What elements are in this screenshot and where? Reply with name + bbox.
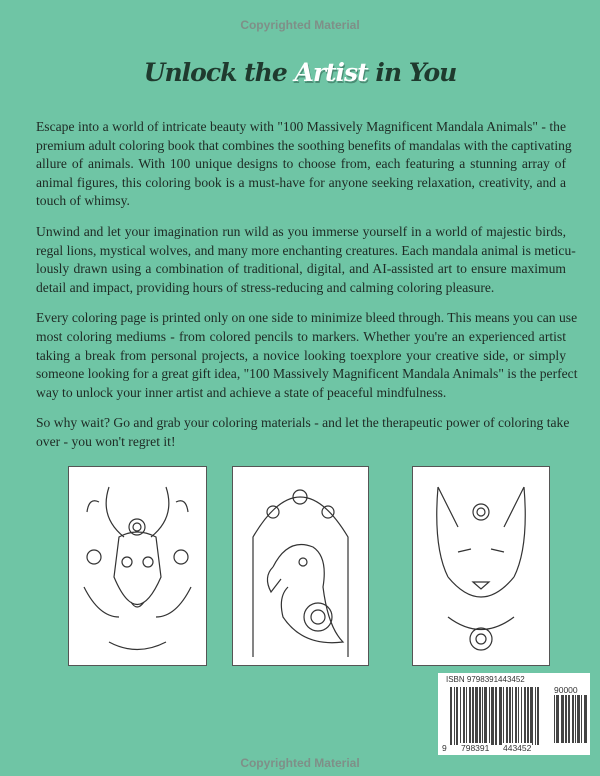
blurb-line: Escape into a world of intricate beauty with "100 Massively Magnificent Mandala Animals" - the — [36, 119, 566, 134]
barcode-bar — [463, 687, 465, 745]
blurb-line: touch of whimsy. — [36, 193, 130, 209]
barcode-bar — [472, 687, 474, 745]
blurb-line: way to unlock your inner artist and achieve a state of peaceful mindfulness. — [36, 384, 447, 400]
blurb-line: Unwind and let your imagination run wild as you immerse yourself in a world of majestic birds, — [36, 223, 566, 239]
barcode-bar — [565, 695, 567, 743]
barcode-bar — [556, 695, 559, 743]
barcode-bar — [527, 687, 529, 745]
barcode-digit-group2: 443452 — [503, 743, 532, 753]
barcode-bar — [518, 687, 519, 745]
isbn-label: ISBN 9798391443452 — [446, 675, 525, 684]
barcode-bar — [581, 695, 582, 743]
price-code: 90000 — [554, 685, 578, 695]
barcode-bar — [575, 695, 576, 743]
barcode-bar — [535, 687, 536, 745]
barcode-bar — [509, 687, 511, 745]
headline-part: in You — [367, 58, 457, 87]
barcode-bar — [482, 687, 483, 745]
barcode-bar — [479, 687, 481, 745]
barcode-bar — [491, 687, 494, 745]
barcode-bar — [503, 687, 504, 745]
barcode-bar — [456, 687, 458, 745]
barcode-bar — [524, 687, 526, 745]
barcode-bar — [584, 695, 587, 743]
blurb-line: taking a break from personal projects, a novice looking toexplore your creative side, or simply — [36, 347, 566, 363]
blurb-line: lously drawn using a combination of traditional, digital, and AI-assisted art to ensure maximum — [36, 261, 566, 277]
isbn-barcode — [438, 673, 590, 755]
deer-mandala-illustration — [68, 466, 207, 666]
barcode-digit-group1: 798391 — [461, 743, 490, 753]
barcode-bar — [454, 687, 455, 745]
blurb-line: over - you won't regret it! — [36, 433, 176, 449]
barcode-bar — [554, 695, 555, 743]
blurb-line: detail and impact, providing hours of stress-reducing and calming coloring pleasure. — [36, 279, 495, 295]
blurb-line: animal figures, this coloring book is a must-have for anyone seeking relaxation, creativity, and a — [36, 174, 566, 190]
barcode-bar — [450, 687, 452, 745]
barcode-bar — [499, 687, 502, 745]
cover-headline — [0, 58, 600, 87]
blurb-line: someone looking for a great gift idea, "100 Massively Magnificent Mandala Animals" is the perfect — [36, 366, 578, 382]
barcode-bar — [530, 687, 533, 745]
barcode-bar — [521, 687, 522, 745]
blurb-paragraph — [36, 223, 576, 297]
blurb-line: allure of animals. With 100 unique designs to choose from, each featuring a stunning array of — [36, 156, 566, 172]
barcode-bar — [561, 695, 564, 743]
eagle-mandala-illustration — [232, 466, 369, 666]
copyright-watermark-bottom: Copyrighted Material — [240, 756, 360, 770]
barcode-bar — [495, 687, 497, 745]
headline-highlight: Artist — [294, 58, 368, 87]
wolf-mandala-illustration — [412, 466, 550, 666]
barcode-digit-lead: 9 — [442, 743, 447, 753]
barcode-bar — [475, 687, 478, 745]
blurb-line: So why wait? Go and grab your coloring materials - and let the therapeutic power of coloring take — [36, 415, 570, 431]
blurb-paragraph — [36, 414, 570, 451]
barcode-bars — [450, 685, 588, 751]
headline-part: Unlock the — [143, 58, 295, 87]
barcode-bar — [515, 687, 517, 745]
barcode-bar — [489, 687, 490, 745]
barcode-bar — [512, 687, 513, 745]
barcode-bar — [506, 687, 508, 745]
blurb-text — [36, 118, 578, 464]
blurb-line: regal lions, mystical wolves, and many more enchanting creatures. Each mandala animal is meticu- — [36, 242, 576, 258]
blurb-paragraph — [36, 309, 578, 402]
barcode-bar — [484, 687, 487, 745]
barcode-bar — [577, 695, 580, 743]
blurb-paragraph — [36, 118, 572, 211]
blurb-line: most coloring mediums - from colored pencils to markers. Whether you're an experienced artist — [36, 328, 566, 344]
barcode-bar — [568, 695, 570, 743]
copyright-watermark-top: Copyrighted Material — [240, 18, 360, 32]
barcode-bar — [469, 687, 471, 745]
blurb-line: premium adult coloring book that combines the soothing benefits of mandalas with the captivating — [36, 137, 572, 153]
barcode-bar — [460, 687, 461, 745]
barcode-bar — [572, 695, 574, 743]
barcode-bar — [537, 687, 539, 745]
barcode-bar — [466, 687, 467, 745]
blurb-line: Every coloring page is printed only on one side to minimize bleed through. This means you can use — [36, 310, 578, 326]
